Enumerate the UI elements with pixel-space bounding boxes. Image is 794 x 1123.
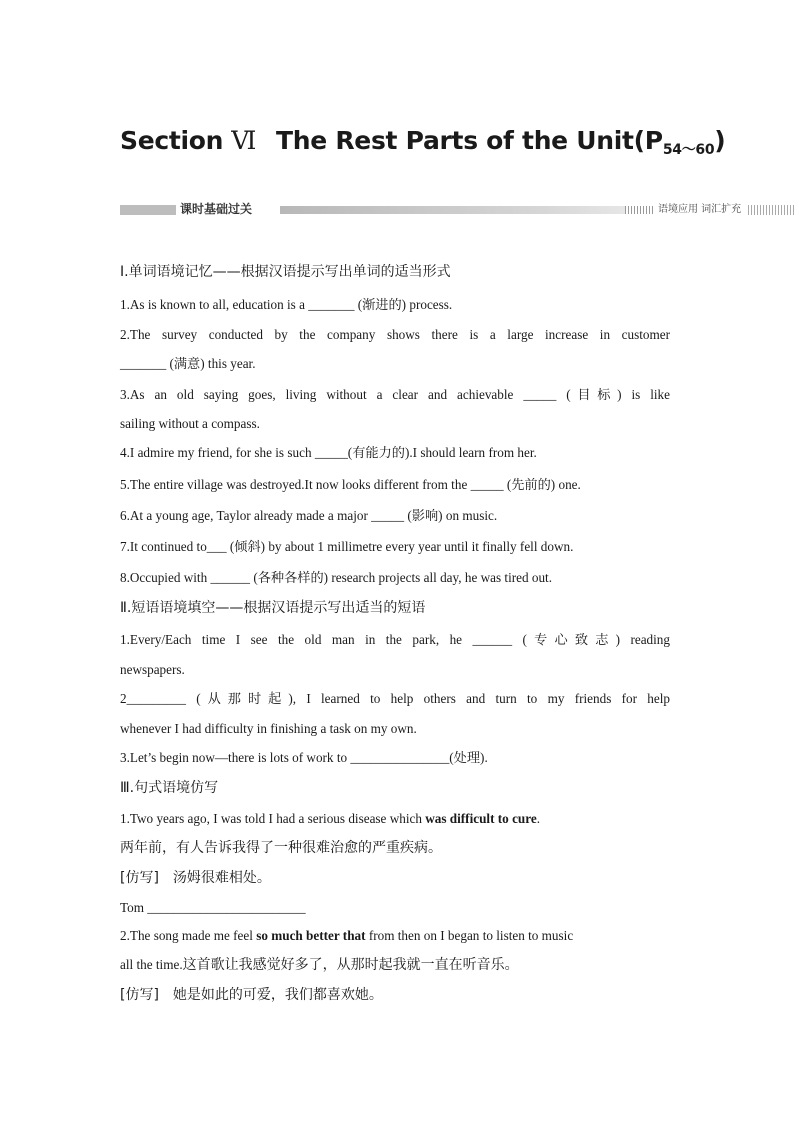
s1-question-7: 7.It continued to___ (倾斜) by about 1 millimetre every year until it finally fell down.	[120, 539, 574, 554]
banner-dots	[625, 206, 655, 214]
banner-bar-right	[748, 205, 794, 215]
title-main-text: The Rest Parts of the Unit(P	[276, 126, 663, 155]
s1-question-1: 1.As is known to all, education is a _______ (渐进的) process.	[120, 297, 453, 312]
title-section-word: Section	[120, 126, 224, 155]
s3-question-1	[120, 810, 670, 828]
s1-question-5: 5.The entire village was destroyed.It now looks different from the _____ (先前的) one.	[120, 477, 581, 492]
banner-bar-left	[120, 205, 176, 215]
title-page-range: 54～60	[662, 142, 715, 158]
s3-q2-chinese: 这首歌让我感觉好多了，从那时起我就一直在听音乐。	[182, 957, 519, 973]
s3-q2-text: 2.The song made me feel	[120, 928, 257, 943]
s3-q2-imitation-prompt: [仿写] 她是如此的可爱，我们都喜欢她。	[120, 987, 383, 1003]
title-close-paren: )	[714, 126, 726, 155]
s3-q2-bold-phrase: so much better that	[256, 928, 366, 943]
section-1-heading: Ⅰ.单词语境记忆——根据汉语提示写出单词的适当形式	[120, 264, 451, 280]
s3-q1-answer-blank: Tom ________________________	[120, 900, 306, 915]
section-banner	[120, 202, 742, 217]
s1-question-4: 4.I admire my friend, for she is such _____(有能力的).I should learn from her.	[120, 445, 537, 460]
s3-q1-chinese: 两年前，有人告诉我得了一种很难治愈的严重疾病。	[120, 840, 442, 856]
s1-question-3-line-1: 3.As an old saying goes, living without a clear and achievable _____ (目标) is like	[120, 387, 670, 402]
s2-question-2-line-2: whenever I had difficulty in finishing a task on my own.	[120, 721, 417, 736]
s3-question-2	[120, 927, 670, 945]
banner-label-right: 语境应用 词汇扩充	[658, 204, 742, 215]
s2-question-2-line-1: 2_________ (从那时起), I learned to help others and turn to my friends for help	[120, 691, 670, 706]
banner-label-left: 课时基础过关	[180, 202, 253, 216]
s1-question-3-line-2: sailing without a compass.	[120, 416, 260, 431]
s1-question-2-line-1: 2.The survey conducted by the company shows there is a large increase in customer	[120, 327, 670, 342]
s1-question-2-line-2: _______ (满意) this year.	[120, 356, 256, 371]
s3-q2-text-end: from then on I began to listen to music	[365, 928, 574, 943]
section-2-heading: Ⅱ.短语语境填空——根据汉语提示写出适当的短语	[120, 600, 426, 616]
s3-q2-english-end: all the time.	[120, 957, 183, 972]
s2-question-1-line-1: 1.Every/Each time I see the old man in the park, he ______ (专心致志) reading	[120, 632, 670, 647]
section-3-heading: Ⅲ.句式语境仿写	[120, 780, 219, 796]
banner-bar-middle	[280, 206, 655, 214]
s1-question-8: 8.Occupied with ______ (各种各样的) research projects all day, he was tired out.	[120, 570, 553, 585]
s2-question-1-line-2: newspapers.	[120, 662, 185, 677]
s3-q1-text: 1.Two years ago, I was told I had a serious disease which	[120, 811, 426, 826]
s1-question-6: 6.At a young age, Taylor already made a major _____ (影响) on music.	[120, 508, 498, 523]
s3-question-2-line-2	[120, 956, 670, 974]
s3-q1-bold-phrase: was difficult to cure	[425, 811, 537, 826]
s3-q1-imitation-prompt: [仿写] 汤姆很难相处。	[120, 870, 271, 886]
title-roman-numeral: Ⅵ	[231, 126, 257, 155]
page-title	[120, 126, 726, 159]
s3-q1-period: .	[536, 811, 541, 826]
s2-question-3: 3.Let’s begin now—there is lots of work to _______________(处理).	[120, 750, 488, 765]
